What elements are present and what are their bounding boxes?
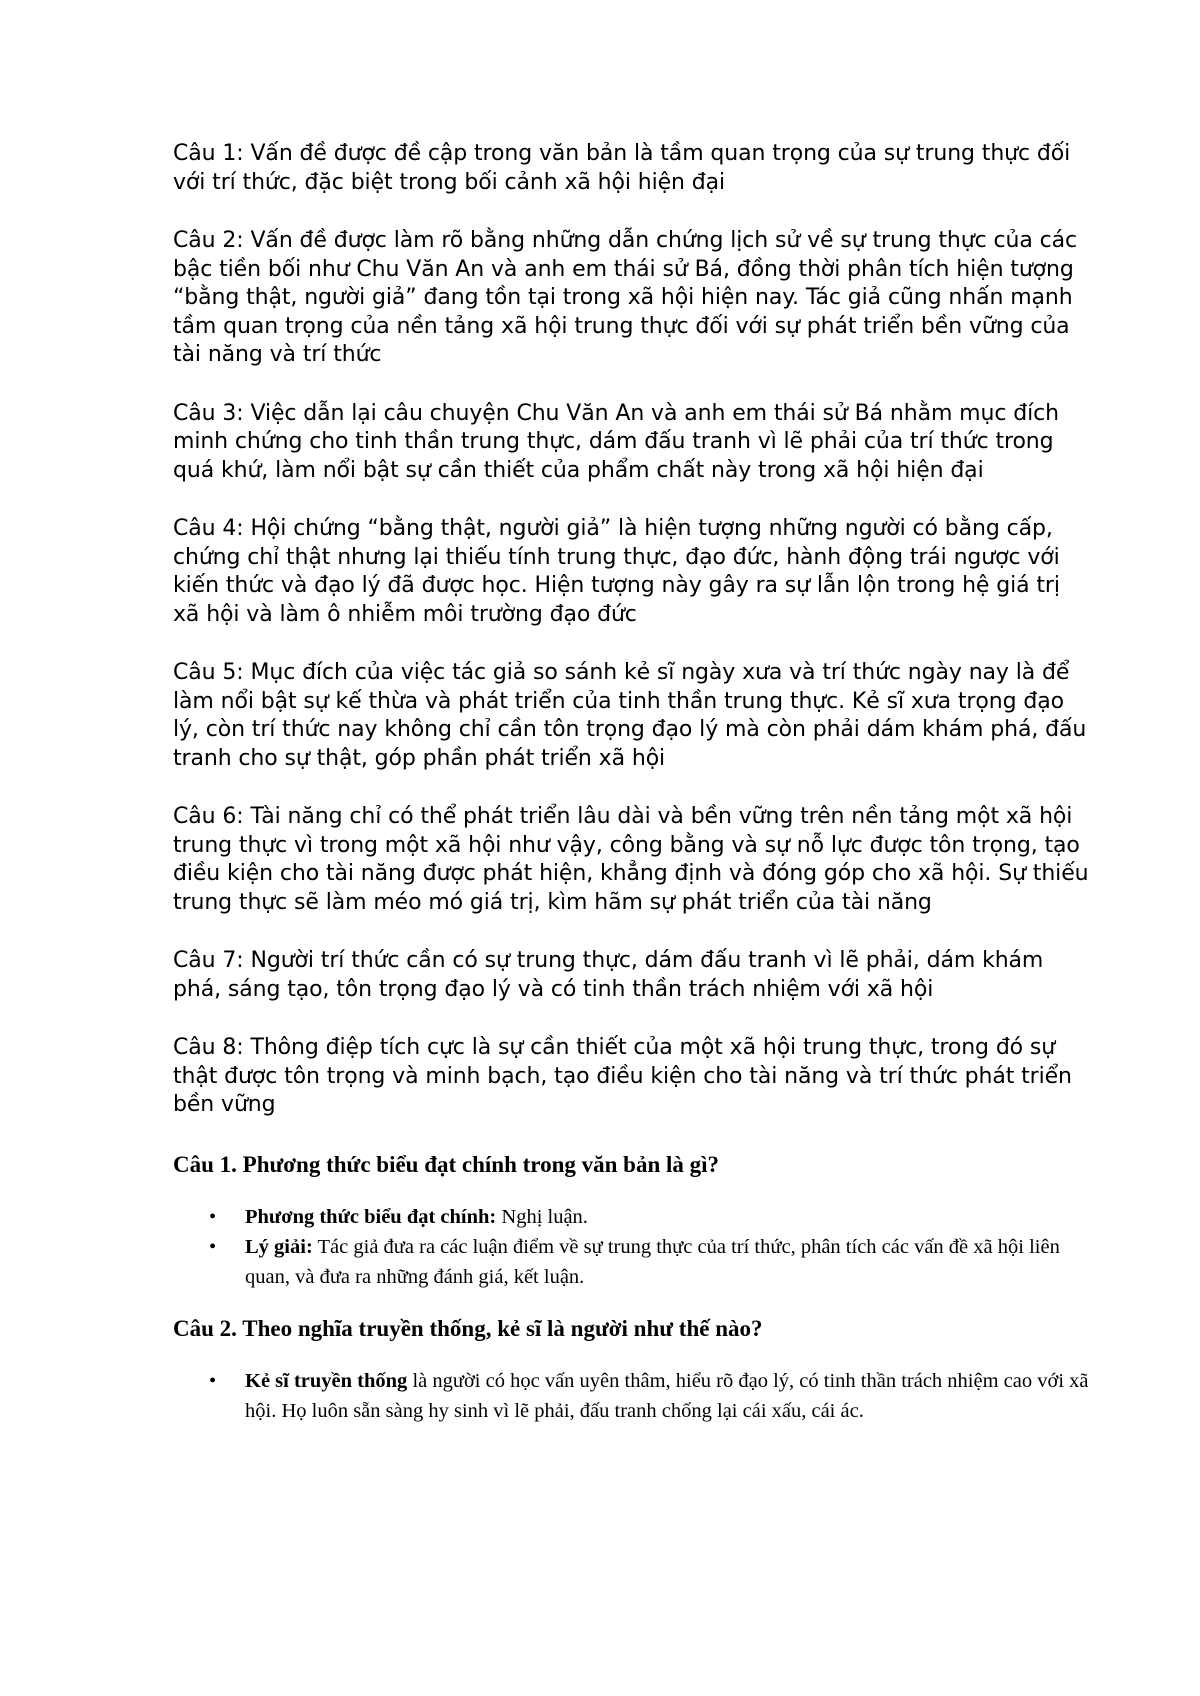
bullet-icon: • <box>209 1235 217 1258</box>
list-item <box>209 1366 1093 1426</box>
document-body <box>173 140 1093 1448</box>
list-item-text: là người có học vấn uyên thâm, hiểu rõ đạo lý, có tinh thần trách nhiệm cao với xã hội. Họ luôn sẵn sàng hy sinh vì lẽ phải, đấu tranh chống lại cái xấu, cái ác. <box>245 1369 1089 1422</box>
list-item <box>209 1202 1093 1232</box>
answer-paragraph-5: Câu 5: Mục đích của việc tác giả so sánh kẻ sĩ ngày xưa và trí thức ngày nay là để làm nổi bật sự kế thừa và phát triển của tinh thần trung thực. Kẻ sĩ xưa trọng đạo lý, còn trí thức nay không chỉ cần tôn trọng đạo lý mà còn phải dám khám phá, đấu tranh cho sự thật, góp phần phát triển xã hội <box>173 660 1087 771</box>
list-item-text: Tác giả đưa ra các luận điểm về sự trung thực của trí thức, phân tích các vấn đề xã hội liên quan, và đưa ra những đánh giá, kết luận. <box>245 1235 1060 1288</box>
section-1-list <box>173 1202 1093 1292</box>
bullet-icon: • <box>209 1369 217 1392</box>
list-item-label: Lý giải: <box>245 1235 313 1258</box>
answer-paragraph-6: Câu 6: Tài năng chỉ có thể phát triển lâu dài và bền vững trên nền tảng một xã hội trung thực vì trong một xã hội như vậy, công bằng và sự nỗ lực được tôn trọng, tạo điều kiện cho tài năng được phát hiện, khẳng định và đóng góp cho xã hội. Sự thiếu trung thực sẽ làm méo mó giá trị, kìm hãm sự phát triển của tài năng <box>173 804 1089 915</box>
bullet-icon: • <box>209 1205 217 1228</box>
list-item-label: Kẻ sĩ truyền thống <box>245 1369 408 1392</box>
answer-paragraph-1: Câu 1: Vấn đề được đề cập trong văn bản là tầm quan trọng của sự trung thực đối với trí thức, đặc biệt trong bối cảnh xã hội hiện đại <box>173 141 1071 195</box>
list-item <box>209 1232 1093 1292</box>
section-2-heading: Câu 2. Theo nghĩa truyền thống, kẻ sĩ là người như thế nào? <box>173 1315 763 1341</box>
section-1-heading: Câu 1. Phương thức biểu đạt chính trong văn bản là gì? <box>173 1151 720 1177</box>
answer-paragraph-8: Câu 8: Thông điệp tích cực là sự cần thiết của một xã hội trung thực, trong đó sự thật được tôn trọng và minh bạch, tạo điều kiện cho tài năng và trí thức phát triển bền vững <box>173 1035 1072 1117</box>
answer-paragraph-7: Câu 7: Người trí thức cần có sự trung thực, dám đấu tranh vì lẽ phải, dám khám phá, sáng tạo, tôn trọng đạo lý và có tinh thần trách nhiệm với xã hội <box>173 948 1044 1002</box>
answer-paragraph-4: Câu 4: Hội chứng “bằng thật, người giả” là hiện tượng những người có bằng cấp, chứng chỉ thật nhưng lại thiếu tính trung thực, đạo đức, hành động trái ngược với kiến thức và đạo lý đã được học. Hiện tượng này gây ra sự lẫn lộn trong hệ giá trị xã hội và làm ô nhiễm môi trường đạo đức <box>173 516 1060 627</box>
list-item-label: Phương thức biểu đạt chính: <box>245 1205 497 1228</box>
list-item-text: Nghị luận. <box>496 1205 588 1228</box>
answer-paragraph-3: Câu 3: Việc dẫn lại câu chuyện Chu Văn An và anh em thái sử Bá nhằm mục đích minh chứng cho tinh thần trung thực, dám đấu tranh vì lẽ phải của trí thức trong quá khứ, làm nổi bật sự cần thiết của phẩm chất này trong xã hội hiện đại <box>173 400 1059 483</box>
section-2-list <box>173 1366 1093 1426</box>
answer-paragraph-2: Câu 2: Vấn đề được làm rõ bằng những dẫn chứng lịch sử về sự trung thực của các bậc tiền bối như Chu Văn An và anh em thái sử Bá, đồng thời phân tích hiện tượng “bằng thật, người giả” đang tồn tại trong xã hội hiện nay. Tác giả cũng nhấn mạnh tầm quan trọng của nền tảng xã hội trung thực đối với sự phát triển bền vững của tài năng và trí thức <box>173 228 1077 367</box>
